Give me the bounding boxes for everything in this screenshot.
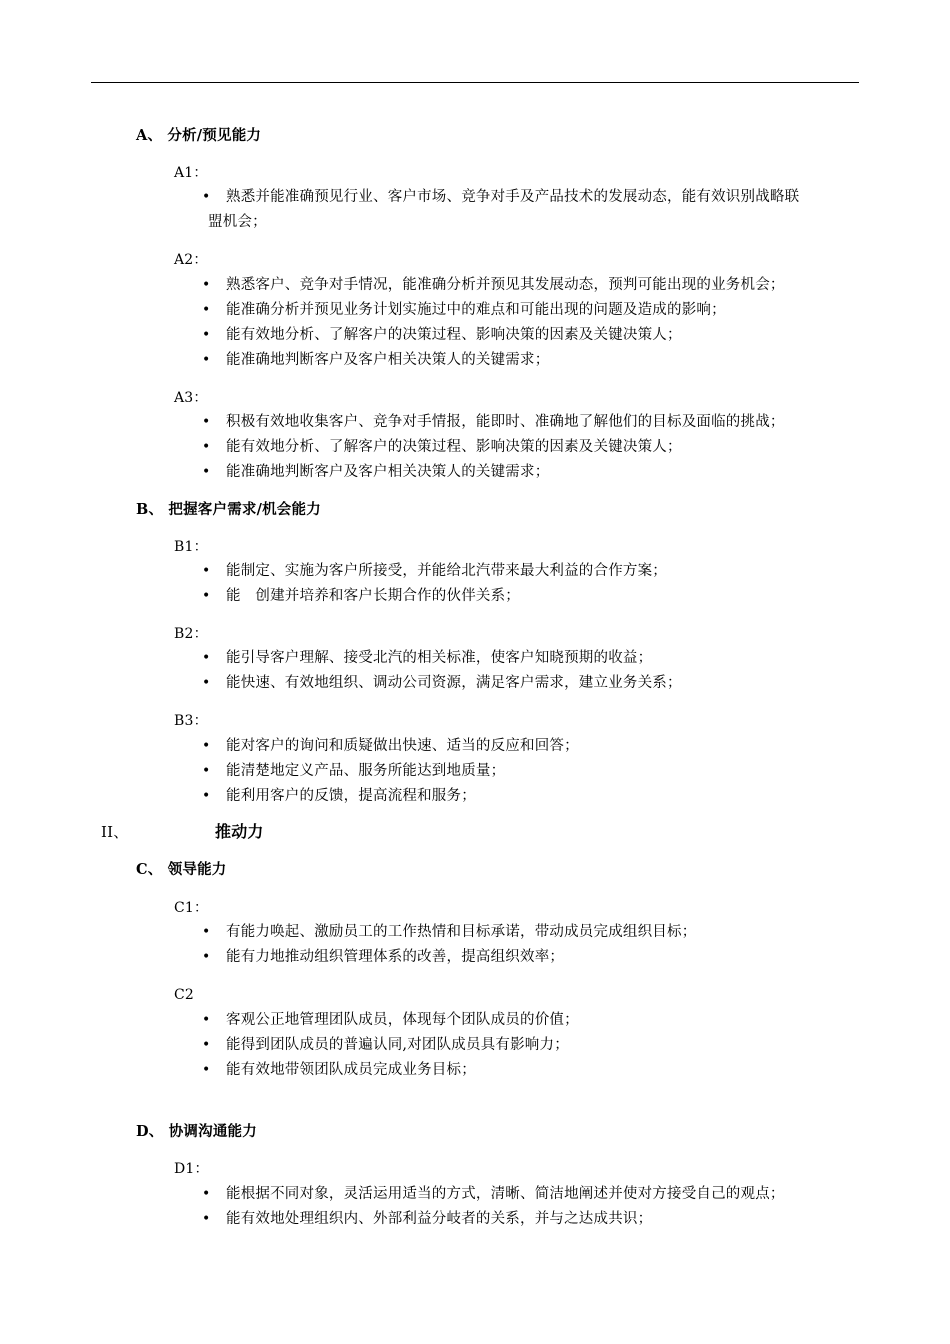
list-item: 能引导客户理解、接受北汽的相关标准，使客户知晓预期的收益； <box>226 650 653 666</box>
section-c-title: C、 领导能力 <box>136 861 227 878</box>
subsection-c2-label: C2 <box>174 987 195 1003</box>
bullet-icon: • <box>202 1186 211 1202</box>
list-item: 能准确地判断客户及客户相关决策人的关键需求； <box>226 464 550 480</box>
bullet-icon: • <box>202 1037 211 1053</box>
bullet-icon: • <box>202 1062 211 1078</box>
list-item: 熟悉客户、竞争对手情况，能准确分析并预见其发展动态，预判可能出现的业务机会； <box>226 277 785 293</box>
list-item: 能有效地分析、了解客户的决策过程、影响决策的因素及关键决策人； <box>226 327 682 343</box>
list-item: 能利用客户的反馈，提高流程和服务； <box>226 788 476 804</box>
bullet-icon: • <box>202 189 211 205</box>
header-rule <box>91 82 859 83</box>
list-item: 积极有效地收集客户、竞争对手情报，能即时、准确地了解他们的目标及面临的挑战； <box>226 414 785 430</box>
bullet-icon: • <box>202 588 211 604</box>
bullet-icon: • <box>202 949 211 965</box>
list-item: 能制定、实施为客户所接受，并能给北汽带来最大利益的合作方案； <box>226 563 667 579</box>
bullet-icon: • <box>202 277 211 293</box>
list-item: 能根据不同对象，灵活运用适当的方式，清晰、简洁地阐述并使对方接受自己的观点； <box>226 1186 785 1202</box>
list-item: 能快速、有效地组织、调动公司资源，满足客户需求，建立业务关系； <box>226 675 682 691</box>
list-item: 能 创建并培养和客户长期合作的伙伴关系； <box>226 588 520 604</box>
list-item: 能有效地带领团队成员完成业务目标； <box>226 1062 476 1078</box>
bullet-icon: • <box>202 788 211 804</box>
bullet-icon: • <box>202 650 211 666</box>
bullet-icon: • <box>202 302 211 318</box>
bullet-icon: • <box>202 924 211 940</box>
bullet-icon: • <box>202 763 211 779</box>
section-ii-number: II、 <box>101 823 129 841</box>
list-item: 能有效地处理组织内、外部利益分岐者的关系，并与之达成共识； <box>226 1211 653 1227</box>
bullet-icon: • <box>202 675 211 691</box>
list-item: 能有力地推动组织管理体系的改善，提高组织效率； <box>226 949 565 965</box>
subsection-d1-label: D1： <box>174 1161 209 1177</box>
bullet-icon: • <box>202 352 211 368</box>
section-b-title: B、 把握客户需求/机会能力 <box>136 501 321 518</box>
list-item-continuation: 盟机会； <box>208 214 267 230</box>
subsection-a2-label: A2： <box>174 252 208 268</box>
bullet-icon: • <box>202 464 211 480</box>
bullet-icon: • <box>202 327 211 343</box>
list-item: 能清楚地定义产品、服务所能达到地质量； <box>226 763 506 779</box>
section-ii-title: 推动力 <box>215 822 264 841</box>
subsection-b1-label: B1： <box>174 539 208 555</box>
section-d-title: D、 协调沟通能力 <box>136 1123 257 1140</box>
subsection-b2-label: B2： <box>174 626 208 642</box>
list-item: 能有效地分析、了解客户的决策过程、影响决策的因素及关键决策人； <box>226 439 682 455</box>
list-item: 客观公正地管理团队成员，体现每个团队成员的价值； <box>226 1012 579 1028</box>
bullet-icon: • <box>202 414 211 430</box>
subsection-a1-label: A1： <box>174 165 208 181</box>
bullet-icon: • <box>202 563 211 579</box>
bullet-icon: • <box>202 1211 211 1227</box>
list-item: 能得到团队成员的普遍认同,对团队成员具有影响力； <box>226 1037 569 1053</box>
list-item: 能准确地判断客户及客户相关决策人的关键需求； <box>226 352 550 368</box>
list-item: 熟悉并能准确预见行业、客户市场、竞争对手及产品技术的发展动态，能有效识别战略联 <box>226 189 800 205</box>
subsection-a3-label: A3： <box>174 390 208 406</box>
list-item: 能对客户的询问和质疑做出快速、适当的反应和回答； <box>226 738 579 754</box>
bullet-icon: • <box>202 1012 211 1028</box>
list-item: 有能力唤起、激励员工的工作热情和目标承诺，带动成员完成组织目标； <box>226 924 697 940</box>
bullet-icon: • <box>202 738 211 754</box>
list-item: 能准确分析并预见业务计划实施过中的难点和可能出现的问题及造成的影响； <box>226 302 726 318</box>
subsection-c1-label: C1： <box>174 900 209 916</box>
section-a-title: A、 分析/预见能力 <box>136 127 262 144</box>
subsection-b3-label: B3： <box>174 713 208 729</box>
bullet-icon: • <box>202 439 211 455</box>
